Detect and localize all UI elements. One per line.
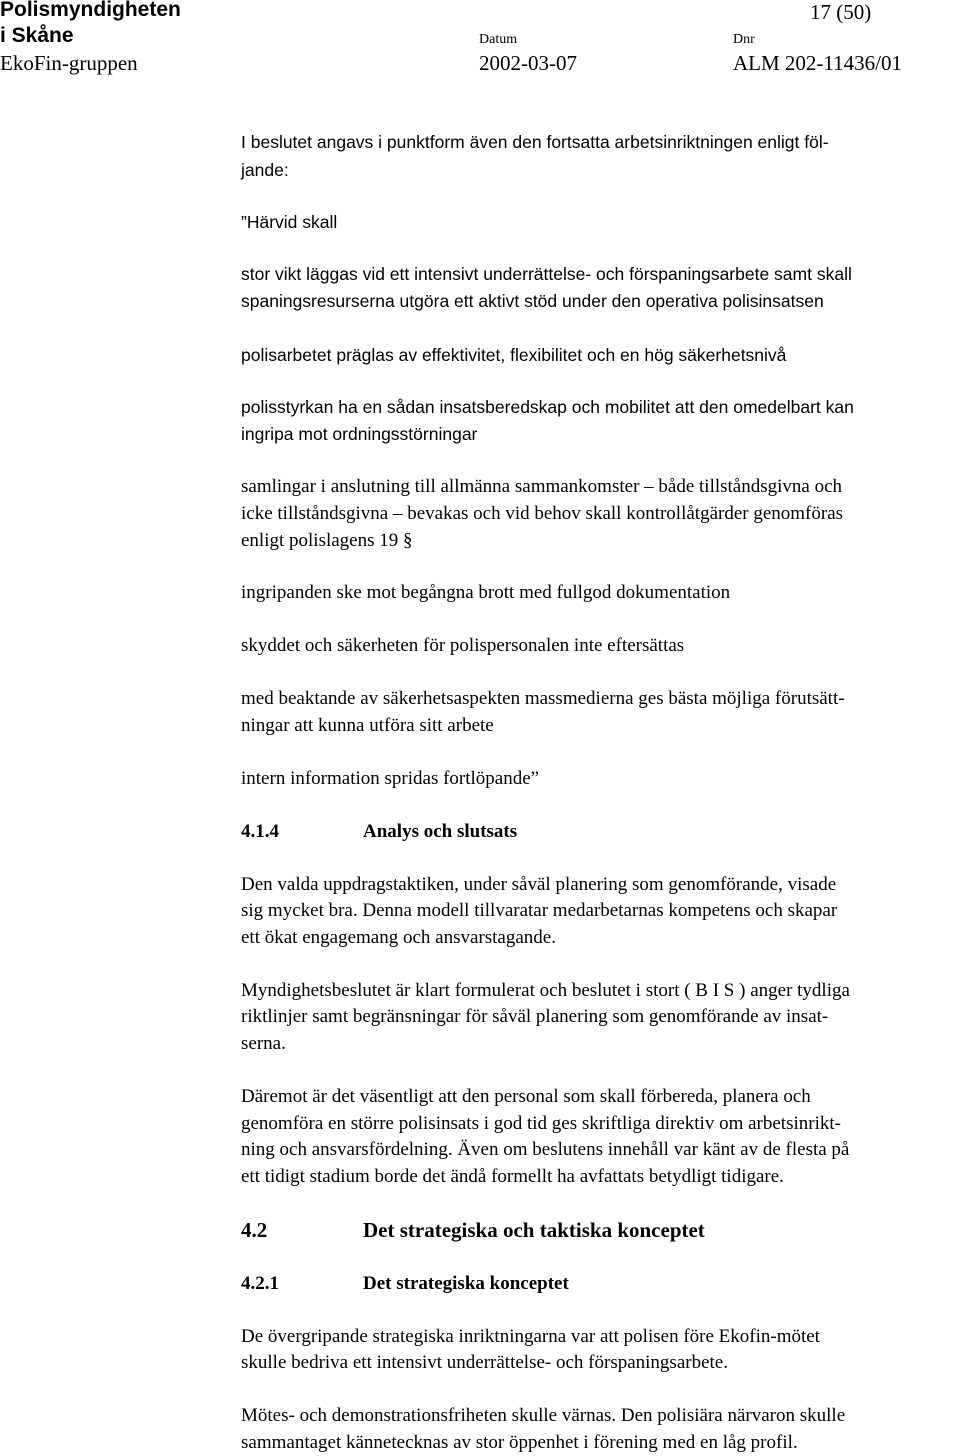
paragraph-line: riktlinjer samt begränsningar för såväl planering som genomförande av insat- (241, 1006, 829, 1027)
list-item: polisstyrkan ha en sådan insatsberedskap och mobilitet att den omedelbart kan (241, 397, 854, 417)
list-item: samlingar i anslutning till allmänna sammankomster – både tillståndsgivna och (241, 476, 843, 497)
list-item: intern information spridas fortlöpande” (241, 768, 540, 789)
paragraph-line: sig mycket bra. Denna modell tillvaratar medarbetarnas kompetens och skapar (241, 900, 838, 921)
paragraph-line: Myndighetsbeslutet är klart formulerat och beslutet i stort ( B I S ) anger tydliga (241, 980, 850, 1001)
page-number: 17 (50) (810, 0, 872, 24)
dnr-label: Dnr (733, 32, 755, 47)
date-value: 2002-03-07 (479, 51, 577, 75)
paragraph-line: Däremot är det väsentligt att den personal som skall förbereda, planera och (241, 1086, 811, 1107)
paragraph-line: ett tidigt stadium borde det ändå formellt ha avfattats betydligt tidigare. (241, 1166, 784, 1187)
paragraph-line: skulle bedriva ett intensivt underrättelse- och förspaningsarbete. (241, 1352, 728, 1373)
paragraph-line: sammantaget kännetecknas av stor öppenhet i förening med en låg profil. (241, 1432, 798, 1453)
paragraph-line: ett ökat engagemang och ansvarstagande. (241, 927, 556, 948)
quote-start: ”Härvid skall (241, 212, 338, 232)
date-label: Datum (479, 32, 518, 47)
list-item: ingripanden ske mot begångna brott med fullgod dokumentation (241, 582, 731, 603)
section-title: Det strategiska och taktiska konceptet (363, 1218, 705, 1242)
paragraph-line: Mötes- och demonstrationsfriheten skulle värnas. Den polisiära närvaron skulle (241, 1405, 846, 1426)
paragraph-line: genomföra en större polisinsats i god tid ges skriftliga direktiv om arbetsinrikt- (241, 1113, 841, 1134)
group-name: EkoFin-gruppen (0, 51, 138, 75)
list-item: skyddet och säkerheten för polispersonalen inte eftersättas (241, 635, 685, 656)
dnr-value: ALM 202-11436/01 (733, 51, 902, 75)
intro-line: I beslutet angavs i punktform även den fortsatta arbetsinriktningen enligt föl- (241, 132, 829, 152)
list-item: spaningsresurserna utgöra ett aktivt stöd under den operativa polisinsatsen (241, 291, 824, 311)
list-item: med beaktande av säkerhetsaspekten massmedierna ges bästa möjliga förutsätt- (241, 688, 845, 709)
section-number: 4.1.4 (241, 821, 279, 842)
list-item: enligt polislagens 19 § (241, 530, 413, 551)
org-name-line1: Polismyndigheten (0, 0, 181, 21)
list-item: polisarbetet präglas av effektivitet, flexibilitet och en hög säkerhetsnivå (241, 345, 787, 365)
list-item: stor vikt läggas vid ett intensivt underrättelse- och förspaningsarbete samt skall (241, 264, 852, 284)
paragraph-line: serna. (241, 1033, 286, 1054)
section-number: 4.2 (241, 1218, 268, 1242)
section-title: Analys och slutsats (363, 821, 518, 842)
paragraph-line: De övergripande strategiska inriktningarna var att polisen före Ekofin-mötet (241, 1326, 820, 1347)
section-number: 4.2.1 (241, 1273, 279, 1294)
org-name-line2: i Skåne (0, 24, 74, 47)
list-item: ingripa mot ordningsstörningar (241, 424, 478, 444)
intro-line: jande: (241, 160, 289, 180)
list-item: ningar att kunna utföra sitt arbete (241, 715, 494, 736)
paragraph-line: Den valda uppdragstaktiken, under såväl planering som genomförande, visade (241, 874, 837, 895)
section-title: Det strategiska konceptet (363, 1273, 569, 1294)
paragraph-line: ning och ansvarsfördelning. Även om beslutens innehåll var känt av de flesta på (241, 1139, 850, 1160)
list-item: icke tillståndsgivna – bevakas och vid behov skall kontrollåtgärder genomföras (241, 503, 844, 524)
